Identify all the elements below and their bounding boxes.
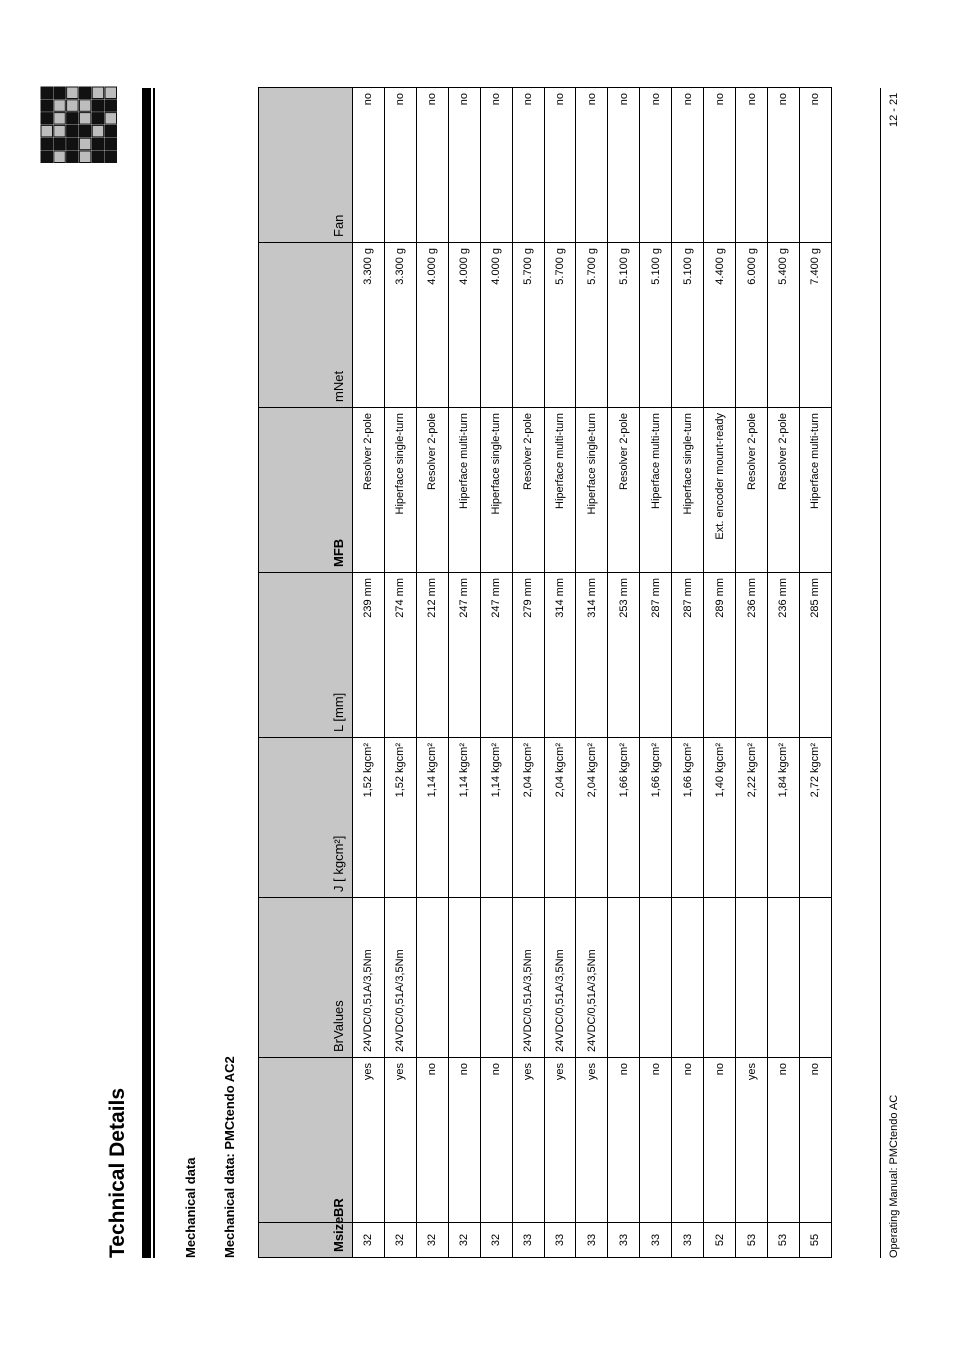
- cell-msize: 32: [353, 1223, 385, 1258]
- cell-mfb: Ext. encoder mount-ready: [704, 408, 736, 573]
- cell-br: yes: [576, 1058, 608, 1223]
- cell-mfb: Hiperface multi-turn: [544, 408, 576, 573]
- cell-j: 1,52 kgcm²: [384, 738, 416, 898]
- cell-msize: 32: [384, 1223, 416, 1258]
- cell-fan: no: [704, 88, 736, 243]
- table-row: [704, 88, 736, 1258]
- section-heading: Mechanical data: [183, 1157, 198, 1258]
- cell-msize: 33: [576, 1223, 608, 1258]
- company-logo: [40, 86, 118, 169]
- cell-l: 239 mm: [353, 573, 385, 738]
- page-number: 12 - 21: [888, 92, 900, 127]
- cell-msize: 53: [736, 1223, 768, 1258]
- footer-rule: [880, 88, 881, 1258]
- cell-j: 1,40 kgcm²: [704, 738, 736, 898]
- header-mnet: mNet: [259, 243, 353, 408]
- cell-mnet: 5.700 g: [544, 243, 576, 408]
- cell-mfb: Resolver 2-pole: [512, 408, 544, 573]
- subsection-heading: Mechanical data: PMCtendo AC2: [222, 1056, 237, 1258]
- table-row: [416, 88, 448, 1258]
- cell-j: 2,04 kgcm²: [576, 738, 608, 898]
- cell-mnet: 5.700 g: [512, 243, 544, 408]
- cell-brvalues: 24VDC/0,51A/3,5Nm: [384, 898, 416, 1058]
- cell-brvalues: 24VDC/0,51A/3,5Nm: [544, 898, 576, 1058]
- logo-grid-icon: [40, 86, 118, 164]
- cell-msize: 53: [767, 1223, 799, 1258]
- cell-l: 279 mm: [512, 573, 544, 738]
- cell-mfb: Hiperface multi-turn: [448, 408, 480, 573]
- header-brvalues: BrValues: [259, 898, 353, 1058]
- cell-l: 236 mm: [736, 573, 768, 738]
- cell-fan: no: [608, 88, 640, 243]
- cell-brvalues: [672, 898, 704, 1058]
- table-row: [672, 88, 704, 1258]
- cell-br: no: [672, 1058, 704, 1223]
- cell-msize: 33: [608, 1223, 640, 1258]
- cell-mnet: 6.000 g: [736, 243, 768, 408]
- cell-mnet: 4.000 g: [480, 243, 512, 408]
- cell-j: 1,66 kgcm²: [640, 738, 672, 898]
- cell-br: no: [416, 1058, 448, 1223]
- cell-mfb: Hiperface multi-turn: [799, 408, 831, 573]
- cell-l: 285 mm: [799, 573, 831, 738]
- table-row: [608, 88, 640, 1258]
- cell-j: 1,52 kgcm²: [353, 738, 385, 898]
- table-row: [384, 88, 416, 1258]
- cell-mnet: 3.300 g: [384, 243, 416, 408]
- table-row: [353, 88, 385, 1258]
- cell-mnet: 3.300 g: [353, 243, 385, 408]
- table-row: [799, 88, 831, 1258]
- cell-br: no: [799, 1058, 831, 1223]
- page-title: Technical Details: [106, 1087, 129, 1258]
- cell-mfb: Resolver 2-pole: [416, 408, 448, 573]
- cell-mfb: Resolver 2-pole: [353, 408, 385, 573]
- cell-l: 247 mm: [480, 573, 512, 738]
- cell-j: 1,66 kgcm²: [608, 738, 640, 898]
- cell-brvalues: [799, 898, 831, 1058]
- cell-j: 2,04 kgcm²: [544, 738, 576, 898]
- cell-br: no: [608, 1058, 640, 1223]
- cell-l: 274 mm: [384, 573, 416, 738]
- header-l: L [mm]: [259, 573, 353, 738]
- cell-msize: 32: [448, 1223, 480, 1258]
- header-j: J [ kgcm²]: [259, 738, 353, 898]
- cell-mnet: 4.000 g: [416, 243, 448, 408]
- cell-brvalues: [416, 898, 448, 1058]
- table-row: [512, 88, 544, 1258]
- cell-mnet: 5.100 g: [608, 243, 640, 408]
- header-msize: Msize: [259, 1223, 353, 1258]
- cell-mnet: 4.000 g: [448, 243, 480, 408]
- table-row: [640, 88, 672, 1258]
- cell-l: 247 mm: [448, 573, 480, 738]
- cell-br: yes: [353, 1058, 385, 1223]
- cell-br: no: [767, 1058, 799, 1223]
- cell-j: 2,22 kgcm²: [736, 738, 768, 898]
- table-row: [480, 88, 512, 1258]
- table-row: [736, 88, 768, 1258]
- cell-mnet: 5.100 g: [672, 243, 704, 408]
- cell-fan: no: [576, 88, 608, 243]
- cell-l: 212 mm: [416, 573, 448, 738]
- header-rule-thick: [142, 88, 151, 1258]
- cell-mfb: Hiperface single-turn: [672, 408, 704, 573]
- cell-mnet: 4.400 g: [704, 243, 736, 408]
- cell-fan: no: [736, 88, 768, 243]
- cell-fan: no: [640, 88, 672, 243]
- mechanical-data-table: [258, 87, 832, 1258]
- footer-manual-title: Operating Manual: PMCtendo AC: [888, 1094, 900, 1258]
- cell-l: 287 mm: [672, 573, 704, 738]
- cell-l: 236 mm: [767, 573, 799, 738]
- cell-br: yes: [384, 1058, 416, 1223]
- cell-mfb: Resolver 2-pole: [767, 408, 799, 573]
- cell-msize: 32: [480, 1223, 512, 1258]
- cell-mfb: Hiperface single-turn: [384, 408, 416, 573]
- table-row: [448, 88, 480, 1258]
- cell-l: 287 mm: [640, 573, 672, 738]
- cell-mfb: Hiperface single-turn: [576, 408, 608, 573]
- cell-brvalues: [736, 898, 768, 1058]
- cell-fan: no: [799, 88, 831, 243]
- cell-br: no: [640, 1058, 672, 1223]
- cell-j: 1,66 kgcm²: [672, 738, 704, 898]
- cell-mnet: 5.400 g: [767, 243, 799, 408]
- cell-fan: no: [544, 88, 576, 243]
- cell-fan: no: [353, 88, 385, 243]
- cell-fan: no: [416, 88, 448, 243]
- cell-j: 1,14 kgcm²: [416, 738, 448, 898]
- cell-j: 1,14 kgcm²: [448, 738, 480, 898]
- cell-brvalues: 24VDC/0,51A/3,5Nm: [353, 898, 385, 1058]
- cell-br: no: [448, 1058, 480, 1223]
- cell-fan: no: [767, 88, 799, 243]
- cell-fan: no: [672, 88, 704, 243]
- cell-brvalues: [448, 898, 480, 1058]
- cell-br: yes: [544, 1058, 576, 1223]
- cell-fan: no: [384, 88, 416, 243]
- cell-br: yes: [736, 1058, 768, 1223]
- cell-mnet: 5.700 g: [576, 243, 608, 408]
- cell-l: 314 mm: [576, 573, 608, 738]
- cell-msize: 33: [640, 1223, 672, 1258]
- cell-j: 1,84 kgcm²: [767, 738, 799, 898]
- header-fan: Fan: [259, 88, 353, 243]
- cell-brvalues: 24VDC/0,51A/3,5Nm: [576, 898, 608, 1058]
- cell-mfb: Resolver 2-pole: [736, 408, 768, 573]
- cell-l: 289 mm: [704, 573, 736, 738]
- cell-fan: no: [448, 88, 480, 243]
- header-rule-thin: [153, 88, 155, 1258]
- cell-j: 2,04 kgcm²: [512, 738, 544, 898]
- table-row: [576, 88, 608, 1258]
- cell-msize: 55: [799, 1223, 831, 1258]
- cell-mfb: Hiperface single-turn: [480, 408, 512, 573]
- cell-brvalues: [767, 898, 799, 1058]
- cell-brvalues: [704, 898, 736, 1058]
- cell-mfb: Resolver 2-pole: [608, 408, 640, 573]
- cell-brvalues: 24VDC/0,51A/3,5Nm: [512, 898, 544, 1058]
- cell-fan: no: [480, 88, 512, 243]
- cell-j: 1,14 kgcm²: [480, 738, 512, 898]
- cell-br: no: [704, 1058, 736, 1223]
- cell-mfb: Hiperface multi-turn: [640, 408, 672, 573]
- cell-br: yes: [512, 1058, 544, 1223]
- cell-br: no: [480, 1058, 512, 1223]
- cell-j: 2,72 kgcm²: [799, 738, 831, 898]
- cell-mnet: 5.100 g: [640, 243, 672, 408]
- cell-brvalues: [480, 898, 512, 1058]
- cell-l: 314 mm: [544, 573, 576, 738]
- cell-msize: 33: [544, 1223, 576, 1258]
- cell-msize: 33: [672, 1223, 704, 1258]
- cell-msize: 33: [512, 1223, 544, 1258]
- header-br: BR: [259, 1058, 353, 1223]
- table-header-row: [259, 88, 353, 1258]
- table-row: [544, 88, 576, 1258]
- cell-msize: 52: [704, 1223, 736, 1258]
- cell-mnet: 7.400 g: [799, 243, 831, 408]
- table-row: [767, 88, 799, 1258]
- cell-brvalues: [608, 898, 640, 1058]
- cell-msize: 32: [416, 1223, 448, 1258]
- cell-brvalues: [640, 898, 672, 1058]
- cell-fan: no: [512, 88, 544, 243]
- header-mfb: MFB: [259, 408, 353, 573]
- cell-l: 253 mm: [608, 573, 640, 738]
